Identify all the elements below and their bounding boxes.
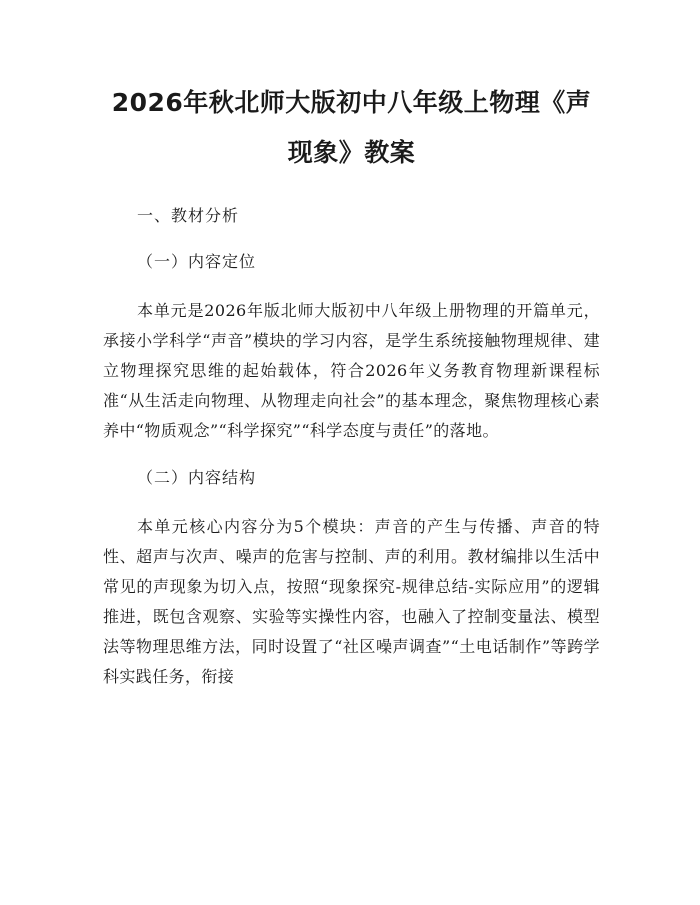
document-title: 2026年秋北师大版初中八年级上物理《声现象》教案 [111, 88, 592, 167]
subsection-heading-content-positioning: （一）内容定位 [137, 252, 257, 271]
paragraph-content-structure: 本单元核心内容分为5个模块：声音的产生与传播、声音的特性、超声与次声、噪声的危害与控制、声的利用。教材编排以生活中常见的声现象为切入点，按照“现象探究-规律总结-实际应用”的逻辑推进，既包含观察、实验等实操性内容，也融入了控制变量法、模型法等物理思维方法，同时设置了“社区噪声调查”“土电话制作”等跨学科实践任务，衔接 [103, 517, 600, 686]
section-heading-teaching-material-analysis: 一、教材分析 [137, 206, 240, 225]
paragraph-content-positioning: 本单元是2026年版北师大版初中八年级上册物理的开篇单元，承接小学科学“声音”模块的学习内容，是学生系统接触物理规律、建立物理探究思维的起始载体，符合2026年义务教育物理新课程标准“从生活走向物理、从物理走向社会”的基本理念，聚焦物理核心素养中“物质观念”“科学探究”“科学态度与责任”的落地。 [103, 301, 600, 440]
subsection-heading-content-structure: （二）内容结构 [137, 468, 257, 487]
